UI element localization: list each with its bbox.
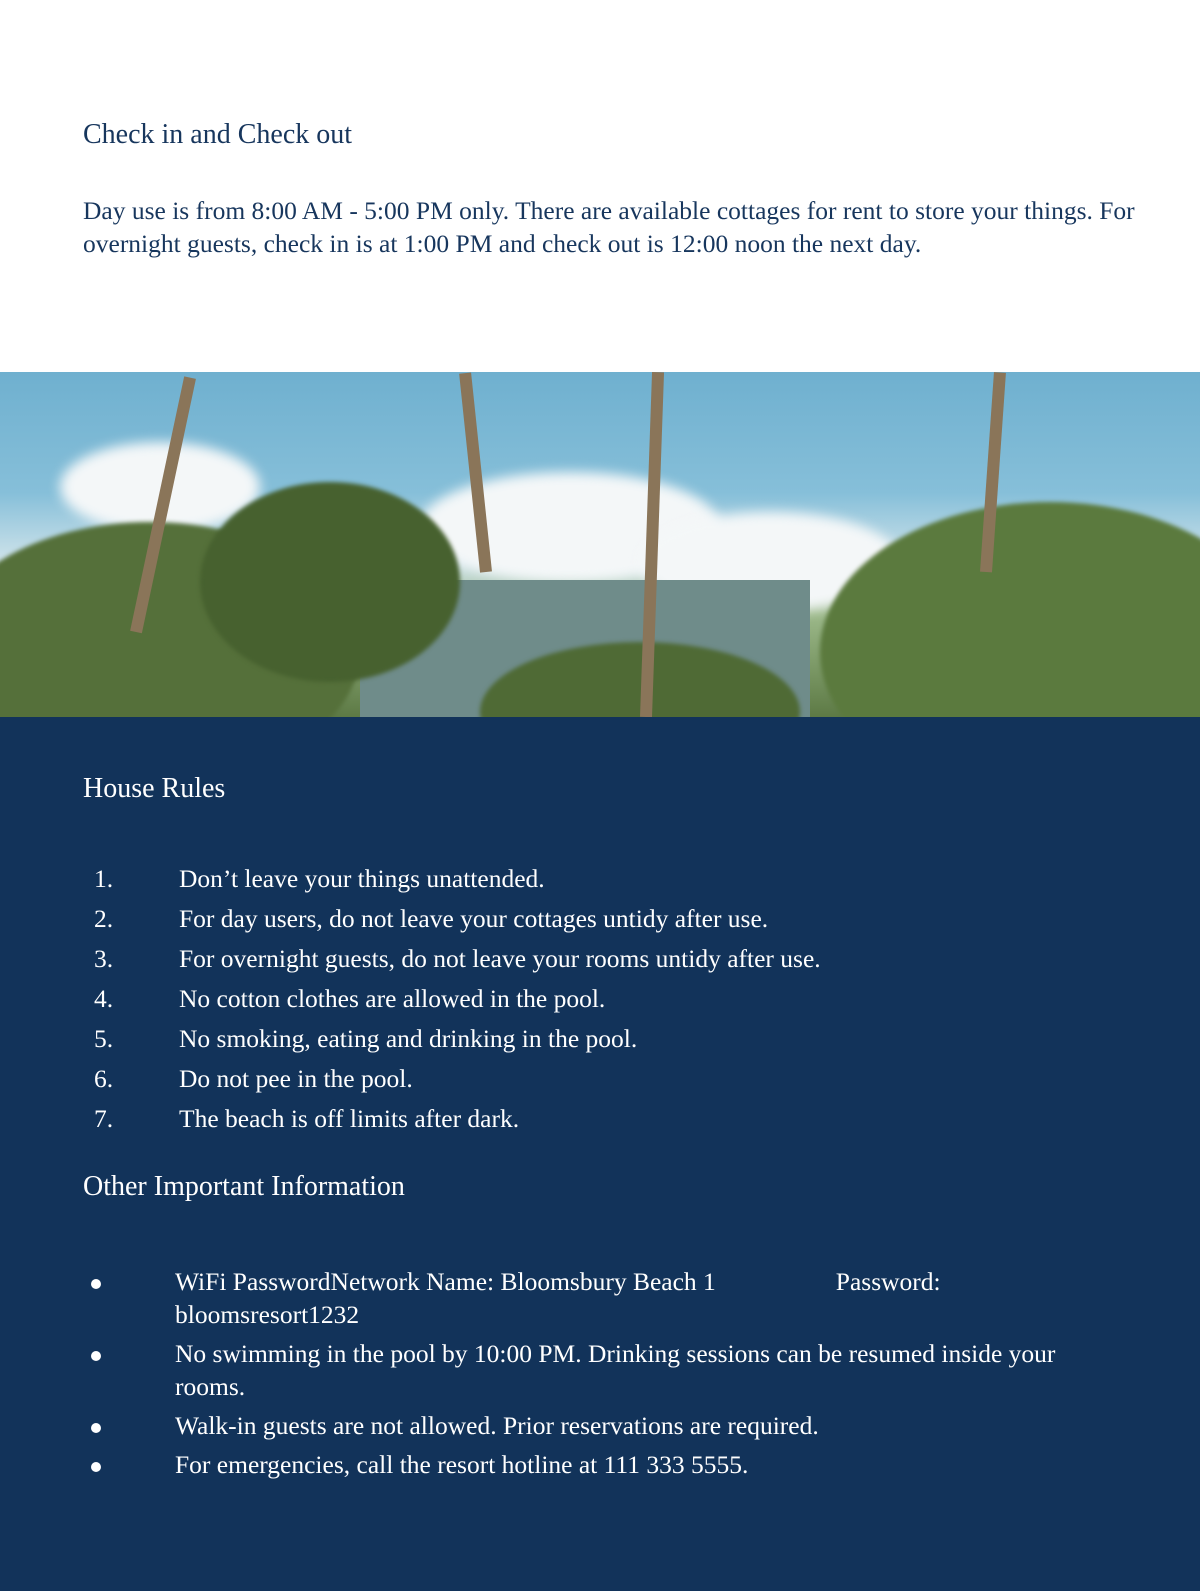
bullet-icon [91, 1351, 101, 1361]
resort-photo [0, 372, 1200, 717]
bullet-icon [91, 1423, 101, 1433]
item-number: 6. [94, 1064, 114, 1093]
item-number: 1. [94, 864, 114, 893]
item-text: No cotton clothes are allowed in the pool. [179, 984, 606, 1013]
checkin-section [0, 0, 1200, 372]
house-rules-heading: House Rules [83, 773, 226, 804]
item-number: 5. [94, 1024, 114, 1053]
item-text: Don’t leave your things unattended. [179, 864, 545, 893]
other-info-heading: Other Important Information [83, 1171, 405, 1202]
other-info-list [0, 1265, 1070, 1487]
item-text: No smoking, eating and drinking in the pool. [179, 1024, 638, 1053]
item-number: 7. [94, 1104, 114, 1133]
item-text: For day users, do not leave your cottages untidy after use. [179, 904, 769, 933]
item-text: No swimming in the pool by 10:00 PM. Drinking sessions can be resumed inside your rooms. [175, 1339, 1056, 1401]
list-item [0, 1409, 1070, 1442]
rules-section [0, 717, 1200, 1591]
item-text: Do not pee in the pool. [179, 1064, 413, 1093]
item-text: The beach is off limits after dark. [179, 1104, 520, 1133]
item-number: 2. [94, 904, 114, 933]
checkin-heading: Check in and Check out [83, 119, 353, 150]
list-item-wifi [0, 1265, 1070, 1331]
list-item [0, 1448, 1070, 1481]
bullet-icon [91, 1462, 101, 1472]
item-number: 4. [94, 984, 114, 1013]
item-number: 3. [94, 944, 114, 973]
wifi-password-label: Password: [835, 1267, 941, 1296]
item-text: For emergencies, call the resort hotline at 111 333 5555. [175, 1450, 749, 1479]
wifi-network: WiFi PasswordNetwork Name: Bloomsbury Beach 1 [175, 1267, 716, 1296]
bullet-icon [91, 1279, 101, 1289]
checkin-body: Day use is from 8:00 AM - 5:00 PM only. There are available cottages for rent to store your things. For overnight guests, check in is at 1:00 PM and check out is 12:00 noon the next day. [83, 196, 1135, 258]
wifi-password: bloomsresort1232 [175, 1300, 360, 1329]
item-text: Walk-in guests are not allowed. Prior reservations are required. [175, 1411, 819, 1440]
list-item [0, 1337, 1070, 1403]
item-text: For overnight guests, do not leave your rooms untidy after use. [179, 944, 821, 973]
